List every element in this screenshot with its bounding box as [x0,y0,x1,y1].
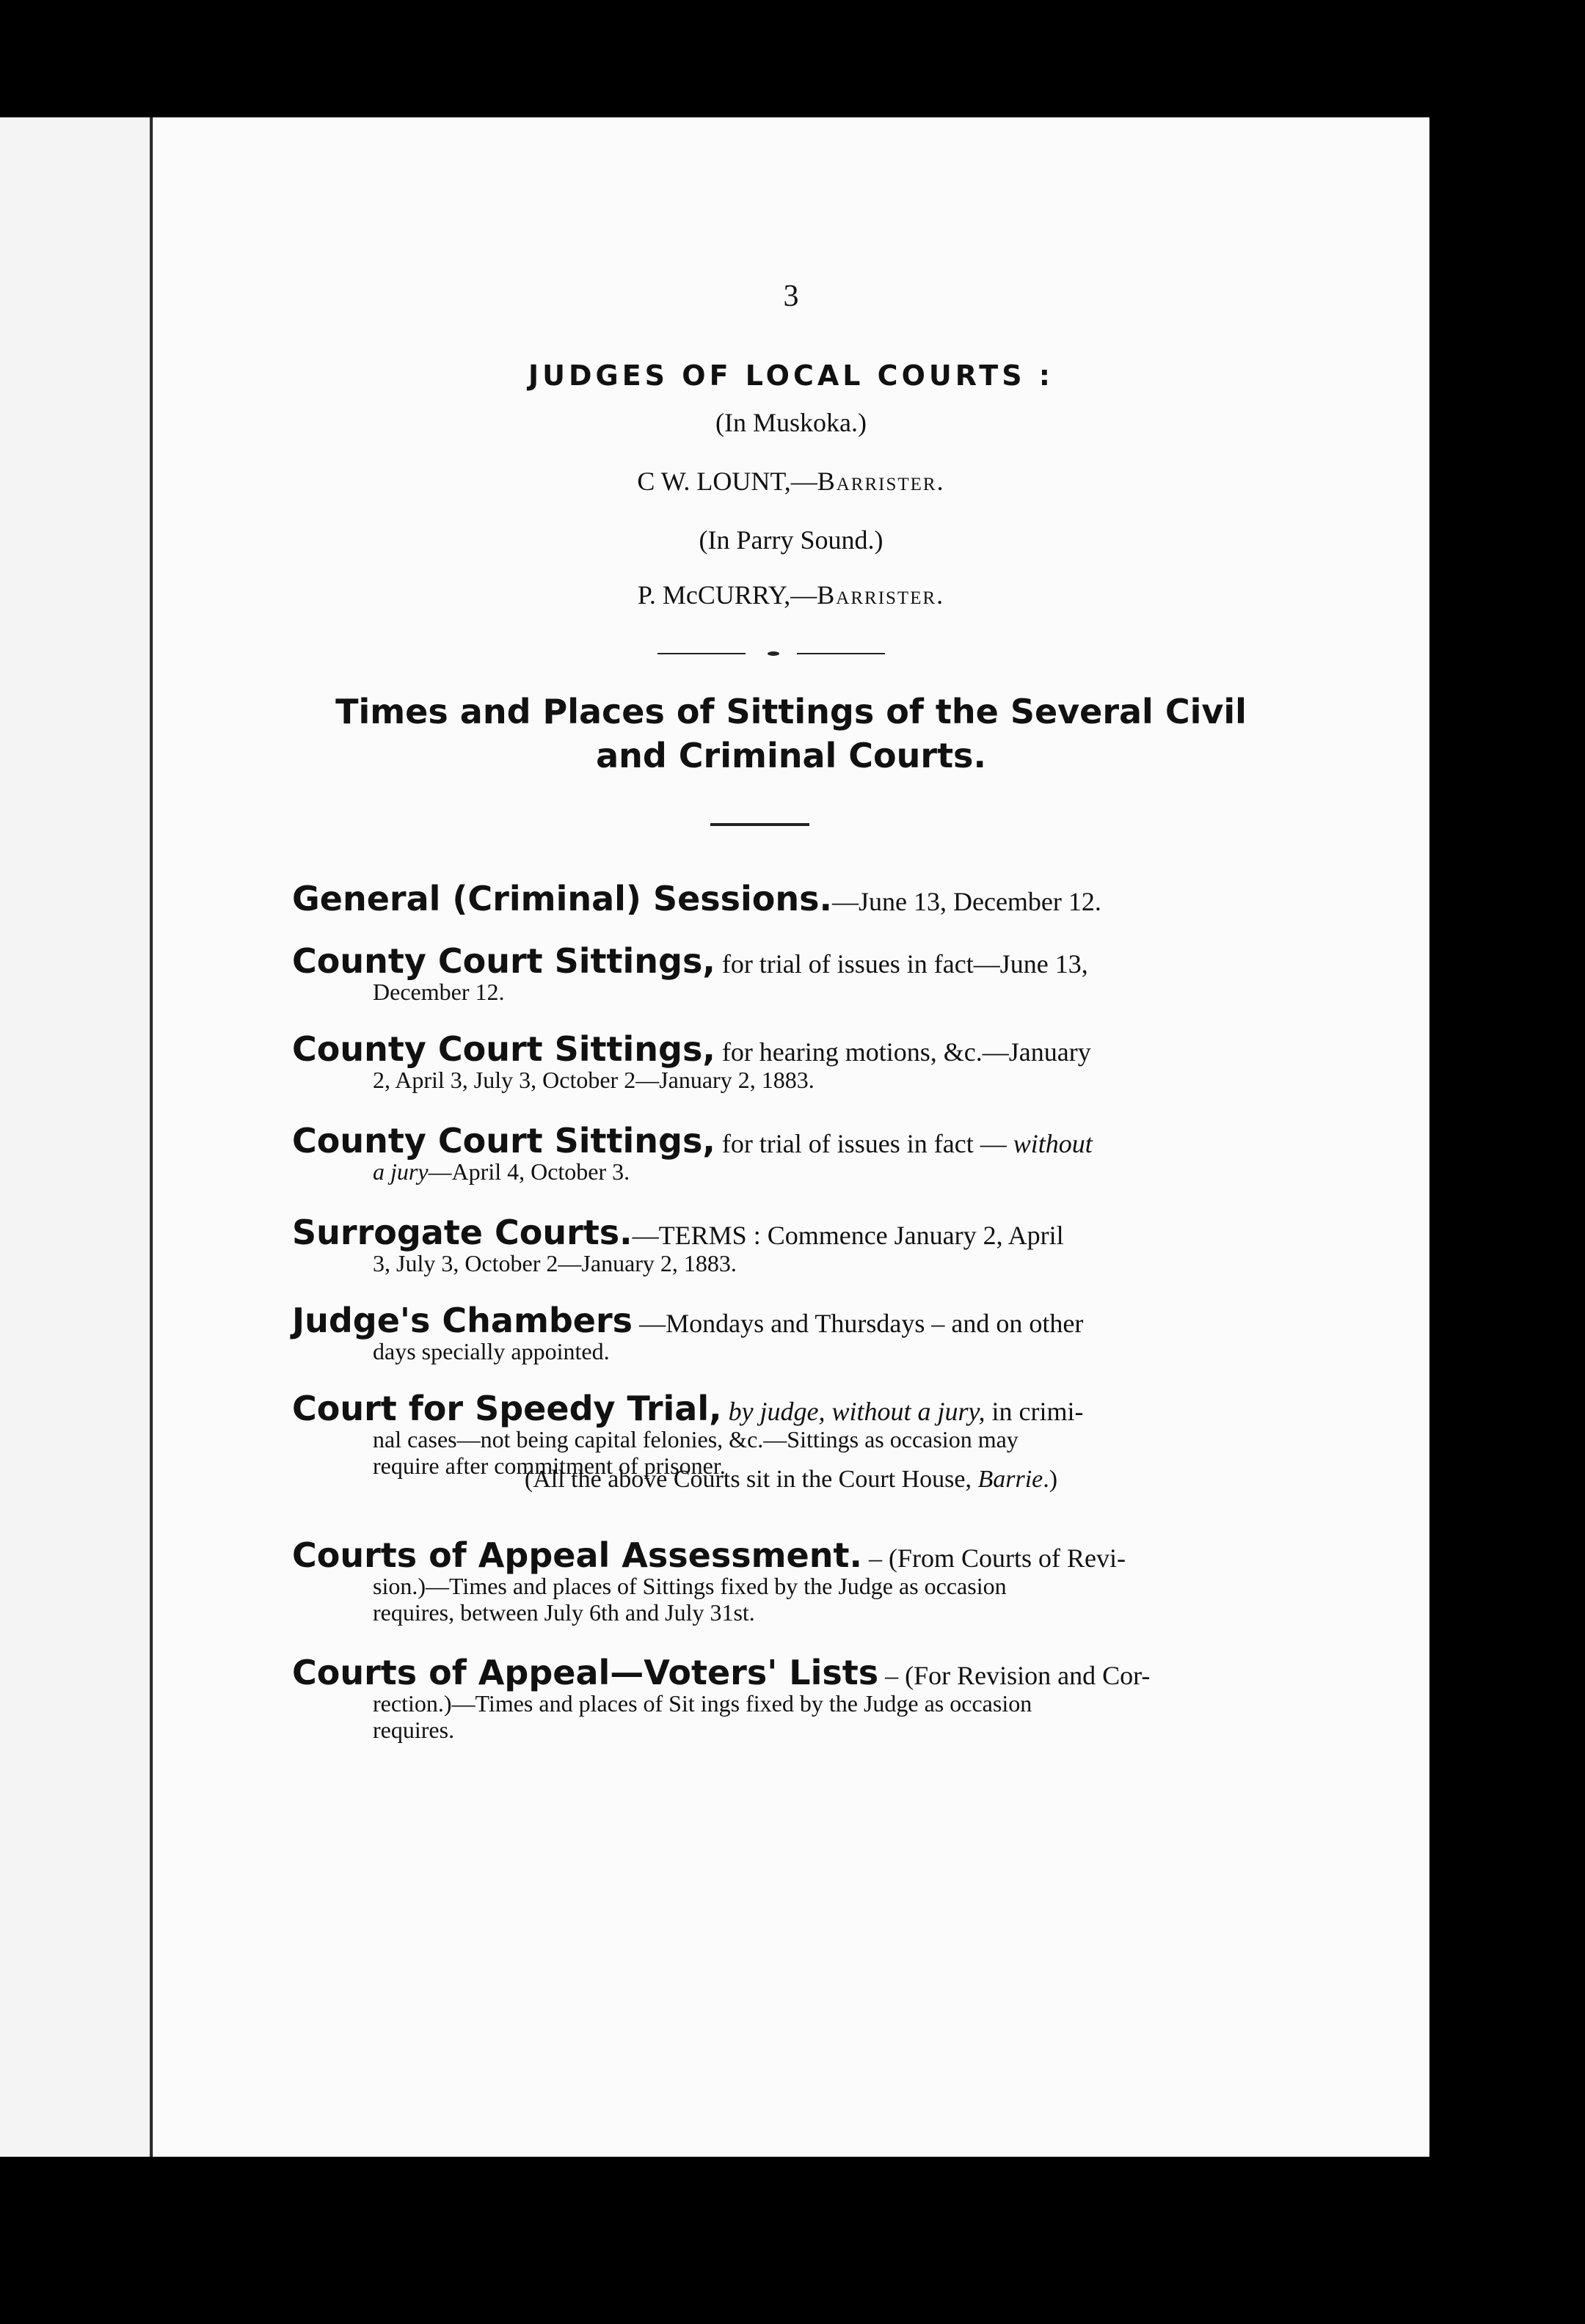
entry-judges-chambers [292,1301,1231,1364]
entry-county-court-2 [292,1029,1231,1093]
heading-line-2: and Criminal Courts. [596,736,986,775]
parry-judge-name: P. McCURRY,— [637,580,817,610]
ornament-divider [657,651,889,656]
entry-italic: without [1013,1129,1093,1158]
entry-continuation: days specially appointed. [373,1338,610,1364]
muskoka-judge-role: Barrister. [817,467,945,496]
entry-lead: Judge's Chambers [292,1301,633,1340]
ornament-dot [768,651,779,656]
judges-title: JUDGES OF LOCAL COURTS : [528,359,1054,392]
courthouse-note [153,1466,1429,1494]
entry-continuation: sion.)—Times and places of Sittings fixed by the Judge as occasion [373,1573,1007,1599]
entry-appeal-voters-lists [292,1653,1231,1743]
entry-general-sessions [292,879,1231,918]
muskoka-judge-name: C W. LOUNT,— [637,467,817,496]
entry-county-court-1 [292,941,1231,1005]
entry-text: —Mondays and Thursdays – and on other [633,1309,1084,1338]
ornament-line-left [657,653,746,654]
entry-lead: Courts of Appeal—Voters' Lists [292,1653,879,1692]
entry-continuation: nal cases—not being capital felonies, &c.—Sittings as occasion may [373,1426,1019,1452]
entry-text: for trial of issues in fact—June 13, [715,949,1088,979]
entry-lead: County Court Sittings, [292,1029,715,1069]
entry-text: – (For Revision and Cor- [878,1661,1151,1690]
entry-continuation: requires, between July 6th and July 31st. [373,1599,755,1626]
left-page-edge [0,117,152,2157]
entry-continuation [292,1158,1231,1185]
entry-continuation: requires. [373,1717,455,1743]
entry-appeal-assessment [292,1535,1231,1626]
entry-lead: County Court Sittings, [292,941,715,981]
entry-lead: Court for Speedy Trial, [292,1389,722,1428]
parry-judge-line [153,580,1429,610]
entry-text: —April 4, October 3. [428,1158,630,1185]
muskoka-label: (In Muskoka.) [715,408,867,437]
entry-lead: General (Criminal) Sessions. [292,879,832,918]
entry-lead: Surrogate Courts. [292,1213,633,1252]
section-heading [153,690,1429,778]
entry-surrogate-courts [292,1213,1231,1276]
note-place: Barrie [977,1466,1043,1493]
entry-italic: a jury [373,1158,429,1185]
entry-continuation: December 12. [373,979,505,1005]
document-page [153,117,1429,2157]
entry-text: in crimi- [985,1397,1084,1426]
page-number: 3 [783,279,799,313]
muskoka-judge-line [153,466,1429,497]
entry-lead: County Court Sittings, [292,1121,715,1161]
entry-text: for hearing motions, &c.—January [715,1037,1091,1067]
note-text: .) [1043,1466,1058,1493]
parry-label: (In Parry Sound.) [699,525,883,555]
parry-judge-role: Barrister. [817,580,945,610]
heading-rule [710,823,809,826]
entry-lead: Courts of Appeal Assessment. [292,1535,862,1575]
entry-text: – (From Courts of Revi- [861,1543,1126,1573]
entry-text: for trial of issues in fact — [715,1129,1013,1158]
entry-continuation: 3, July 3, October 2—January 2, 1883. [373,1250,737,1276]
entry-text: —TERMS : Commence January 2, April [632,1221,1064,1250]
entry-county-court-3 [292,1121,1231,1185]
heading-line-1: Times and Places of Sittings of the Several Civil [335,692,1247,731]
entry-italic: by judge, without a jury, [728,1397,985,1426]
entry-continuation: require after commitment of prisoner. [373,1452,726,1479]
entry-text: —June 13, December 12. [832,887,1101,916]
entry-continuation: rection.)—Times and places of Sit ings fixed by the Judge as occasion [373,1690,1032,1717]
ornament-line-right [797,653,885,654]
entry-continuation: 2, April 3, July 3, October 2—January 2, 1883. [373,1067,815,1093]
note-text: (All the above Courts sit in the Court House, [524,1466,978,1493]
